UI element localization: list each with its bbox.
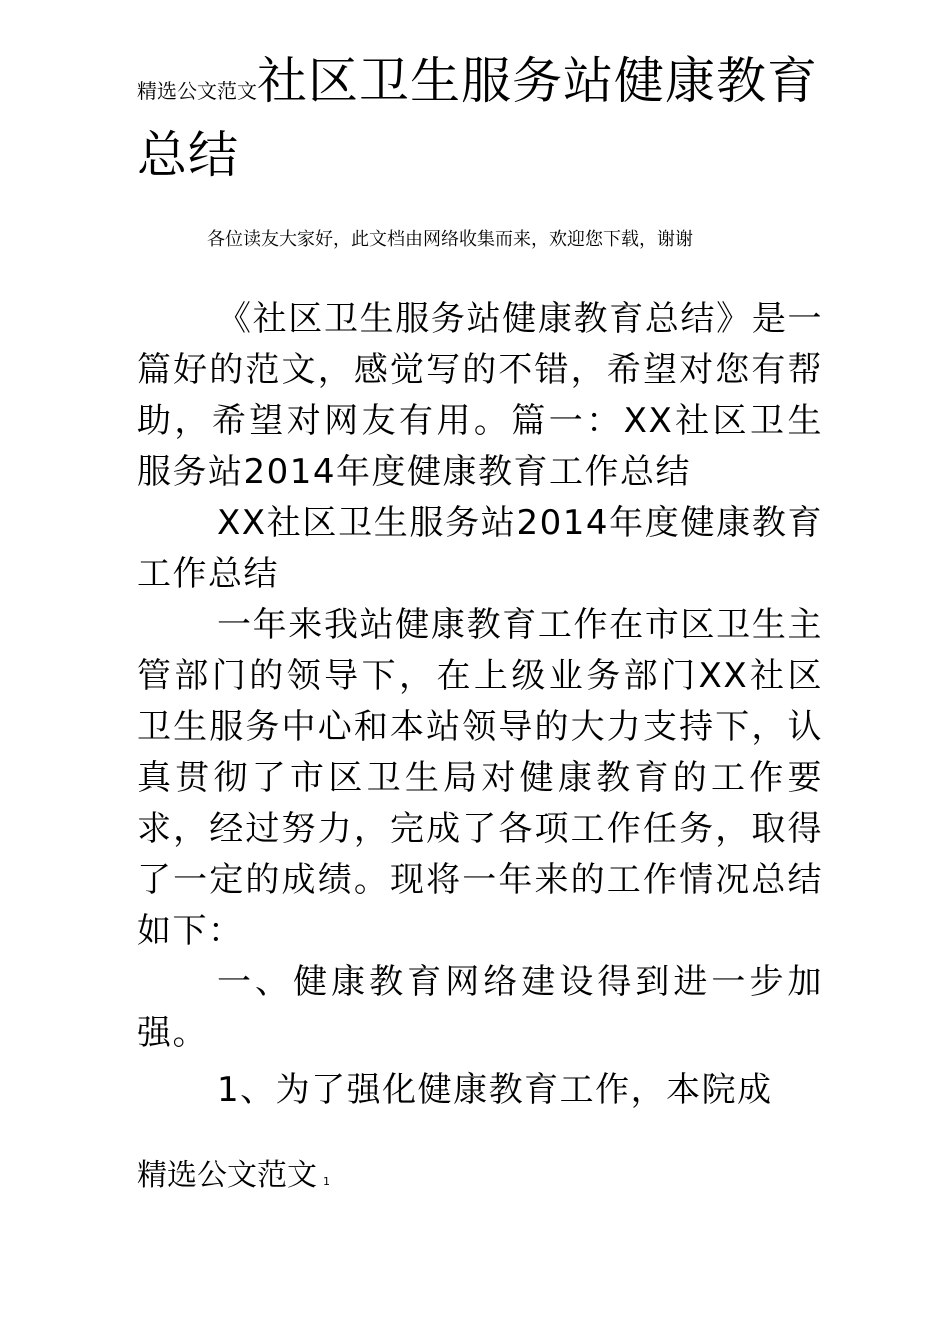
paragraph: XX社区卫生服务站2014年度健康教育工作总结: [137, 503, 823, 594]
page-number: 1: [323, 1175, 330, 1188]
document-title: [137, 50, 837, 198]
title-main: 社区卫生服务站健康教育总结: [137, 52, 818, 184]
intro-note: 各位读友大家好，此文档由网络收集而来，欢迎您下载，谢谢: [207, 229, 693, 250]
footer-label: 精选公文范文: [137, 1158, 317, 1193]
paragraph: 一、健康教育网络建设得到进一步加强。: [137, 962, 823, 1053]
paragraph: 一年来我站健康教育工作在市区卫生主管部门的领导下，在上级业务部门XX社区卫生服务中心和本站领导的大力支持下，认真贯彻了市区卫生局对健康教育的工作要求，经过努力，完成了各项工作任务，取得了一定的成绩。现将一年来的工作情况总结如下：: [137, 605, 823, 951]
title-prefix: 精选公文范文: [137, 79, 257, 103]
page-footer: [137, 1154, 330, 1204]
paragraph: 《社区卫生服务站健康教育总结》是一篇好的范文，感觉写的不错，希望对您有帮助，希望对网友有用。篇一：XX社区卫生服务站2014年度健康教育工作总结: [137, 299, 823, 492]
body-text: [137, 294, 823, 1116]
paragraph: 1、为了强化健康教育工作，本院成: [217, 1070, 773, 1110]
